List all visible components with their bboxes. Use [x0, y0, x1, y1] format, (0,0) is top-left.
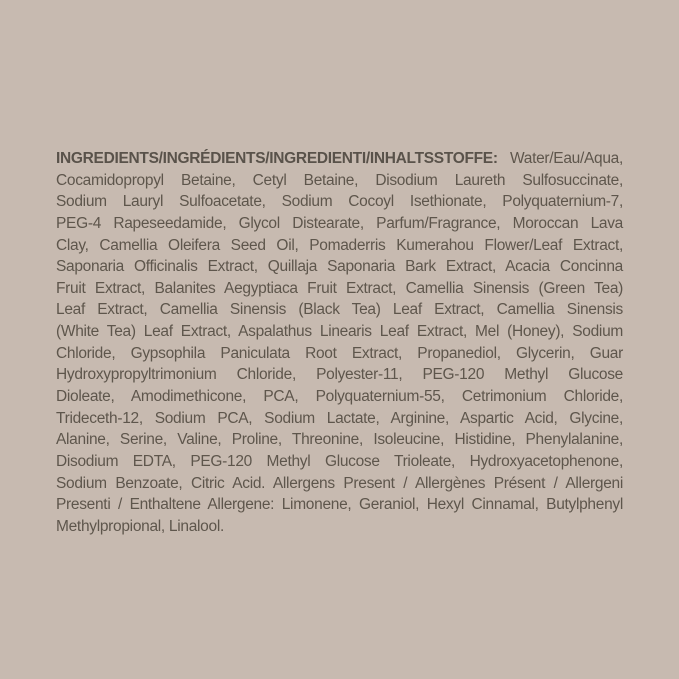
- ingredients-line: Saponaria Officinalis Extract, Quillaja Saponaria Bark Extract, Acacia Concinna: [56, 258, 623, 276]
- ingredients-line: Clay, Camellia Oleifera Seed Oil, Pomaderris Kumerahou Flower/Leaf Extract,: [56, 236, 623, 254]
- ingredients-line: Alanine, Serine, Valine, Proline, Threonine, Isoleucine, Histidine, Phenylalanine,: [56, 431, 623, 449]
- ingredients-line: Cocamidopropyl Betaine, Cetyl Betaine, Disodium Laureth Sulfosuccinate,: [56, 171, 623, 189]
- ingredients-line: Fruit Extract, Balanites Aegyptiaca Fruit Extract, Camellia Sinensis (Green Tea): [56, 279, 623, 297]
- ingredients-line: Chloride, Gypsophila Paniculata Root Extract, Propanediol, Glycerin, Guar: [56, 344, 623, 362]
- ingredients-line: [56, 148, 623, 170]
- ingredients-line: Trideceth-12, Sodium PCA, Sodium Lactate, Arginine, Aspartic Acid, Glycine,: [56, 409, 623, 427]
- ingredients-line: Sodium Lauryl Sulfoacetate, Sodium Cocoyl Isethionate, Polyquaternium-7,: [56, 193, 623, 211]
- ingredients-line: (White Tea) Leaf Extract, Aspalathus Linearis Leaf Extract, Mel (Honey), Sodium: [56, 323, 623, 341]
- ingredients-line: Disodium EDTA, PEG-120 Methyl Glucose Trioleate, Hydroxyacetophenone,: [56, 452, 623, 470]
- ingredients-heading: INGREDIENTS/INGRÉDIENTS/INGREDIENTI/INHALTSSTOFFE:: [56, 150, 498, 167]
- ingredients-line: PEG-4 Rapeseedamide, Glycol Distearate, Parfum/Fragrance, Moroccan Lava: [56, 214, 623, 232]
- ingredients-line: Leaf Extract, Camellia Sinensis (Black Tea) Leaf Extract, Camellia Sinensis: [56, 301, 623, 319]
- ingredients-line: Sodium Benzoate, Citric Acid. Allergens Present / Allergènes Présent / Allergeni: [56, 474, 623, 492]
- ingredients-line: Presenti / Enthaltene Allergene: Limonene, Geraniol, Hexyl Cinnamal, Butylphenyl: [56, 496, 623, 514]
- ingredients-label: [56, 148, 623, 538]
- ingredients-line-last: Methylpropional, Linalool.: [56, 517, 224, 535]
- ingredients-heading-rest: Water/Eau/Aqua,: [510, 150, 623, 167]
- ingredients-line: Dioleate, Amodimethicone, PCA, Polyquaternium-55, Cetrimonium Chloride,: [56, 388, 623, 406]
- ingredients-line: Hydroxypropyltrimonium Chloride, Polyester-11, PEG-120 Methyl Glucose: [56, 366, 623, 384]
